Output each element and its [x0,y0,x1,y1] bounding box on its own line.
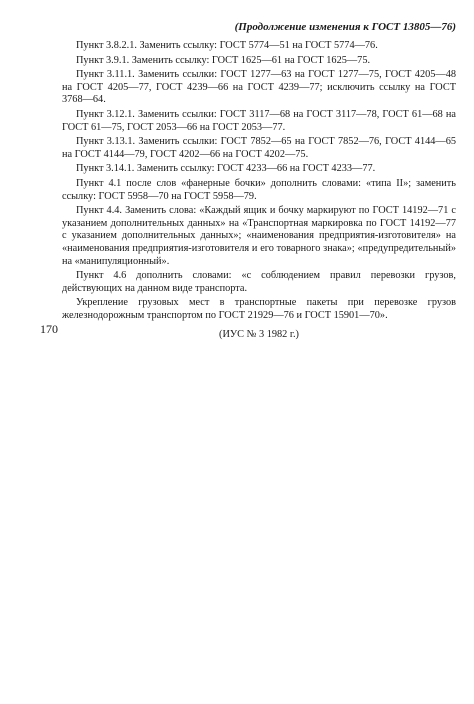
paragraph-4-6: Пункт 4.6 дополнить словами: «с соблюдением правил перевозки грузов, действующих на данном виде транспорта. [62,270,456,294]
paragraph-4-4: Пункт 4.4. Заменить слова: «Каждый ящик и бочку маркируют по ГОСТ 14192—71 с указанием дополнительных данных» на «Транспортная маркировка по ГОСТ 14192—77 с указанием дополнительных данных»; «наименования предприятия-изготовителя» на «наименования предприятия-изготовителя и его товарного знака»; «предупредительный» на «манипуляционный». [62,205,456,267]
page-number: 170 [40,322,58,336]
paragraph-cargo-packages: Укрепление грузовых мест в транспортные пакеты при перевозке грузов железнодорожным транспортом по ГОСТ 21929—76 и ГОСТ 15901—70». [62,297,456,321]
paragraph-3-12-1: Пункт 3.12.1. Заменить ссылки: ГОСТ 3117—68 на ГОСТ 3117—78, ГОСТ 61—68 на ГОСТ 61—75, ГОСТ 2053—66 на ГОСТ 2053—77. [62,108,456,133]
paragraph-3-11-1: Пункт 3.11.1. Заменить ссылки: ГОСТ 1277—63 на ГОСТ 1277—75, ГОСТ 4205—48 на ГОСТ 4205—77, ГОСТ 4239—66 на ГОСТ 4239—77; исключить ссылку на ГОСТ 3768—64. [62,69,456,106]
paragraph-3-8-2-1: Пункт 3.8.2.1. Заменить ссылку: ГОСТ 5774—51 на ГОСТ 5774—76. [76,40,378,51]
continuation-header: (Продолжение изменения к ГОСТ 13805—76) [234,21,456,33]
paragraph-3-9-1: Пункт 3.9.1. Заменить ссылку: ГОСТ 1625—61 на ГОСТ 1625—75. [76,54,371,66]
document-page [62,20,456,341]
paragraph-3-14-1: Пункт 3.14.1. Заменить ссылку: ГОСТ 4233—66 на ГОСТ 4233—77. [76,163,376,175]
paragraph-3-13-1: Пункт 3.13.1. Заменить ссылки: ГОСТ 7852—65 на ГОСТ 7852—76, ГОСТ 4144—65 на ГОСТ 4144—79, ГОСТ 4202—66 на ГОСТ 4202—75. [62,136,456,160]
ius-reference: (ИУС № 3 1982 г.) [219,329,299,341]
paragraph-4-1: Пункт 4.1 после слов «фанерные бочки» дополнить словами: «типа II»; заменить ссылку: ГОСТ 5958—70 на ГОСТ 5958—79. [62,177,456,202]
